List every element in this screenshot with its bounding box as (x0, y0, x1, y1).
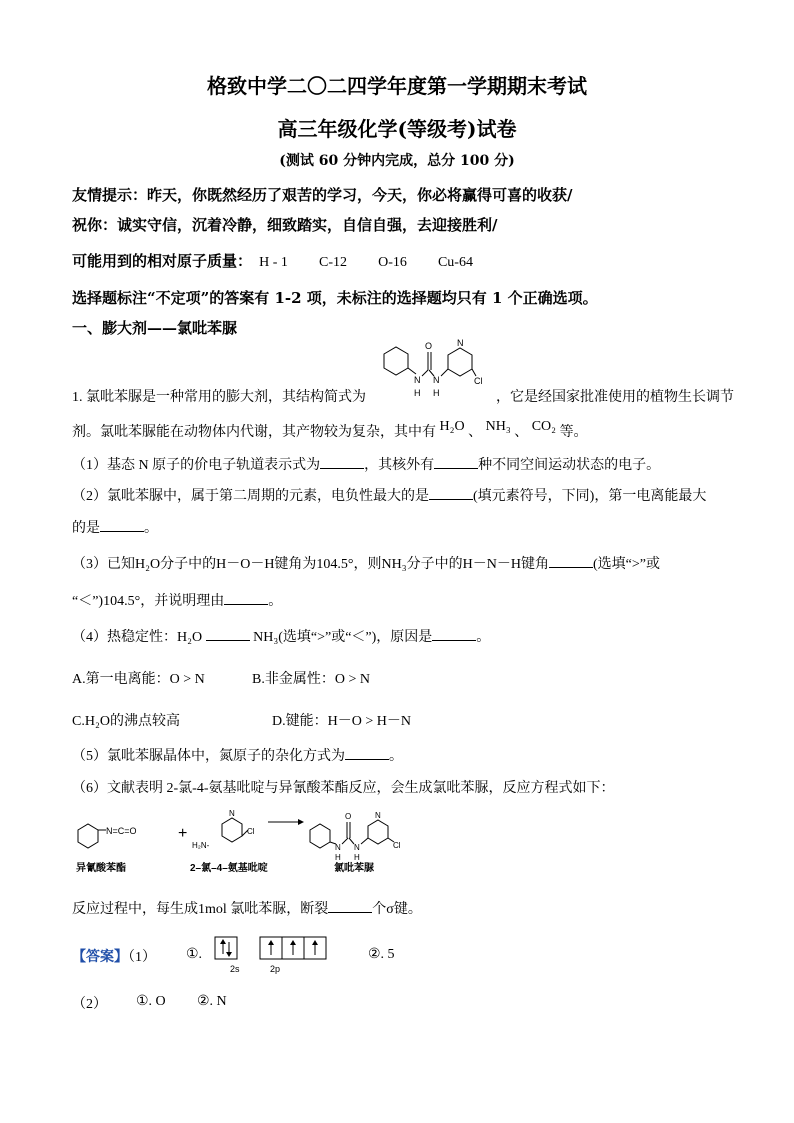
formula-h2o: H₂O (439, 419, 465, 434)
atomic-mass-line (72, 250, 473, 271)
friendly-tip: 友情提示：昨天，你既然经历了艰苦的学习，今天，你必将赢得可喜的收获/ (72, 186, 573, 204)
sep-2: 、 (514, 425, 529, 440)
sub6-text-b: 个σ键。 (372, 902, 422, 917)
mass-cu: Cu-64 (437, 255, 473, 270)
sub3-line1 (72, 553, 660, 573)
sub1-text-a: （1）基态 N 原子的价电子轨道表示式为 (72, 458, 321, 473)
exam-subtitle: 高三年级化学(等级考)试卷 (277, 117, 517, 141)
answer-part2: （2） (72, 997, 107, 1012)
atom-n1: N (414, 375, 421, 385)
sub1 (72, 454, 660, 474)
sub2-blank-2[interactable] (100, 519, 144, 532)
sub4-blank-2[interactable] (432, 628, 476, 641)
nco-group: N=C=O (106, 826, 137, 836)
atom-n1-p: N (335, 843, 341, 852)
atom-h1: H (414, 388, 421, 398)
formula-nh3: NH₃ (485, 419, 511, 434)
sep-1: 、 (468, 425, 483, 440)
atom-h2-p: H (354, 853, 360, 862)
sub1-text-c: 种不同空间运动状态的电子。 (478, 458, 661, 473)
sub1-blank-2[interactable] (434, 456, 478, 469)
sub3-text-a: （3）已知H₂O分子中的H－O－H键角为104.5°，则NH₃分子中的H－N－H键角 (72, 557, 549, 572)
mass-c: C-12 (318, 255, 347, 270)
orbital-2s-label: 2s (230, 964, 240, 974)
sub2-line1 (72, 485, 706, 505)
atom-n2-p: N (354, 843, 360, 852)
sub3-blank-1[interactable] (549, 555, 593, 568)
exam-note: (测试 60 分钟内完成，总分 100 分) (279, 153, 515, 169)
sub4-text-b: NH₃(选填“>”或“＜”)，原因是 (253, 630, 433, 645)
sub5 (72, 745, 403, 765)
choice-rule: 选择题标注“不定项”的答案有 1-2 项，未标注的选择题均只有 1 个正确选项。 (72, 289, 598, 307)
answer-2-1: ①. O (136, 994, 166, 1009)
sub3-text-c: “＜”)104.5°，并说明理由 (72, 594, 225, 609)
option-c[interactable]: C.H₂O的沸点较高 (72, 714, 180, 729)
forchlorfenuron-structure (362, 338, 496, 406)
sub2-text-b: (填元素符号，下同)，第一电离能最大 (473, 489, 707, 504)
answer-part1: （1） (128, 950, 156, 965)
atom-n-py-r: N (229, 809, 235, 818)
option-a[interactable]: A.第一电离能：O > N (72, 672, 205, 687)
formula-co2: CO₂ (531, 419, 557, 434)
atom-h2: H (433, 388, 440, 398)
sub5-text-a: （5）氯吡苯脲晶体中，氮原子的杂化方式为 (72, 749, 345, 764)
sub1-text-b: ，其核外有 (364, 458, 435, 473)
wish-line: 祝你：诚实守信，沉着冷静，细致踏实，自信自强，去迎接胜利/ (72, 216, 498, 234)
answer-line1 (72, 946, 156, 966)
stem-end: 等。 (559, 425, 588, 440)
answer-marker-1: ①. (186, 947, 203, 962)
exam-title: 格致中学二〇二四学年度第一学期期末考试 (207, 74, 587, 98)
orbital-2p-label: 2p (270, 964, 281, 974)
atom-n-py-p: N (375, 811, 381, 820)
reactant2-label: 2–氯–4–氨基吡啶 (190, 863, 268, 874)
sub5-blank[interactable] (345, 747, 389, 760)
sub3-blank-2[interactable] (224, 592, 268, 605)
atom-h1-p: H (335, 853, 341, 862)
sub6-blank[interactable] (328, 900, 372, 913)
sub4-text-a: （4）热稳定性：H₂O (72, 630, 203, 645)
atom-o-p: O (345, 812, 352, 821)
sub2-text-d: 。 (144, 521, 158, 536)
amine-group: H₂N- (192, 841, 210, 850)
sub2-text-c: 的是 (72, 521, 100, 536)
reaction-scheme (72, 800, 452, 880)
q1-stem-b: ，它是经国家批准使用的植物生长调节 (496, 390, 734, 405)
answer-tag: 【答案】 (72, 950, 128, 965)
sub3-line2 (72, 590, 282, 610)
reactant1-label: 异氰酸苯酯 (76, 863, 126, 874)
sub2-text-a: （2）氯吡苯脲中，属于第二周期的元素，电负性最大的是 (72, 489, 429, 504)
option-b[interactable]: B.非金属性：O > N (252, 672, 370, 687)
q1-stem-c: 剂。氯吡苯脲能在动物体内代谢，其产物较为复杂，其中有 (72, 425, 436, 440)
atom-cl-r: Cl (247, 827, 255, 836)
mass-h: H - 1 (259, 255, 288, 270)
answer-marker-2: ②. 5 (368, 947, 395, 962)
atom-cl-p: Cl (393, 841, 401, 850)
sub4 (72, 626, 490, 646)
sub2-line2 (72, 517, 158, 537)
mass-o: O-16 (378, 255, 407, 270)
q1-stem-c-line (72, 421, 588, 441)
sub4-blank-1[interactable] (206, 628, 250, 641)
sub6: （6）文献表明 2-氯-4-氨基吡啶与异氰酸苯酯反应，会生成氯吡苯脲，反应方程式如下： (72, 781, 615, 796)
plus-sign: + (178, 825, 188, 842)
product-label: 氯吡苯脲 (334, 863, 374, 874)
sub5-text-b: 。 (389, 749, 403, 764)
q1-stem-a: 1. 氯吡苯脲是一种常用的膨大剂，其结构简式为 (72, 390, 366, 405)
orbital-diagram (214, 936, 338, 976)
sub1-blank-1[interactable] (320, 456, 364, 469)
sub6-text-a: 反应过程中，每生成1mol 氯吡苯脲，断裂 (72, 902, 329, 917)
answer-2-2: ②. N (197, 994, 227, 1009)
atom-cl: Cl (474, 376, 483, 386)
sub2-blank-1[interactable] (429, 487, 473, 500)
atomic-mass-label: 可能用到的相对原子质量： (72, 252, 253, 270)
sub6-question (72, 898, 422, 918)
atom-n2: N (433, 375, 440, 385)
atom-n-py: N (457, 338, 464, 348)
sub4-text-c: 。 (476, 630, 491, 645)
sub3-text-b: (选填“>”或 (592, 557, 660, 572)
sub3-text-d: 。 (268, 594, 283, 609)
section-heading: 一、膨大剂——氯吡苯脲 (72, 319, 238, 337)
option-d[interactable]: D.键能：H－O > H－N (272, 714, 411, 729)
atom-o: O (425, 341, 433, 351)
